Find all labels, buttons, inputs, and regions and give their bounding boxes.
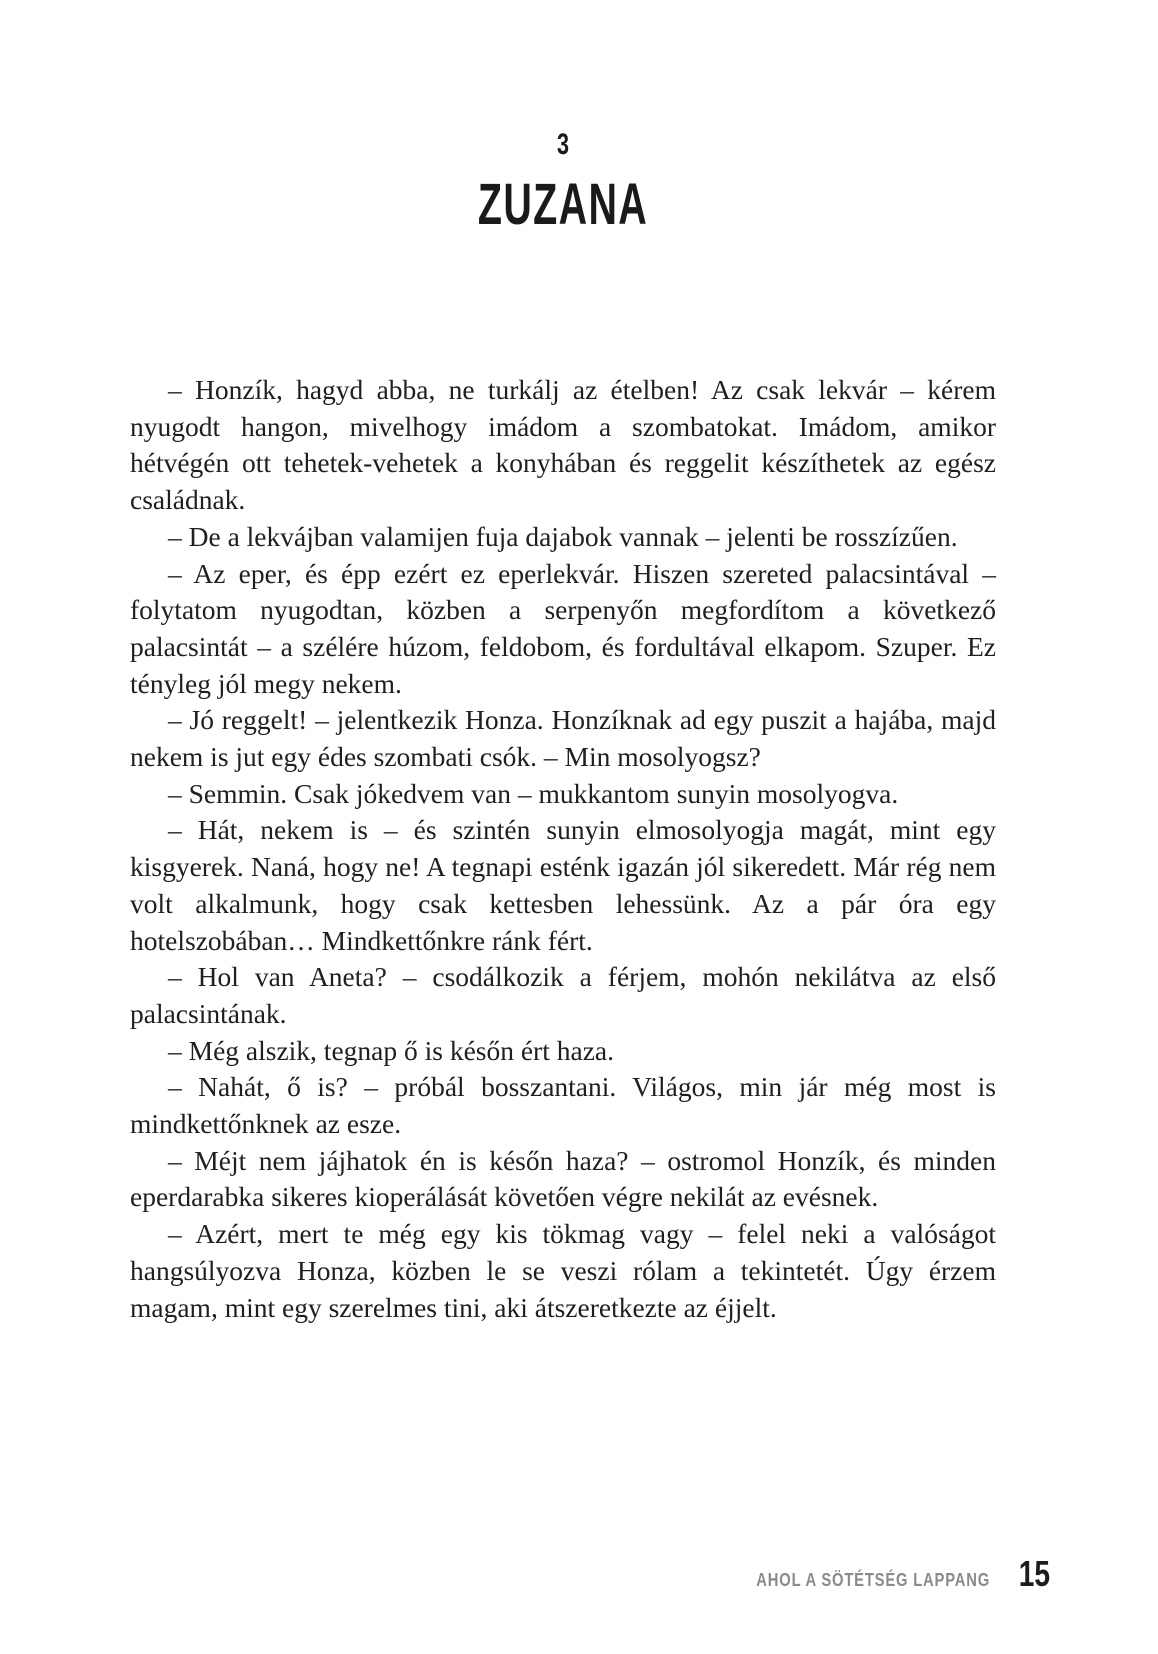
chapter-title: ZUZANA [477,172,649,237]
paragraph: – De a lekvájban valamijen fuja dajabok vannak – jelenti be rosszízűen. [168,520,958,552]
paragraph: – Azért, mert te még egy kis tökmag vagy – felel neki a valóságot hangsúlyozva Honza, közben le se veszi rólam a tekintetét. Úgy érzem magam, mint egy szerelmes tini, aki átszeretkezte az éjjelt. [130,1218,996,1323]
body-text [130,372,996,1326]
paragraph: – Az eper, és épp ezért ez eperlekvár. Hiszen szereted palacsintával – folytatom nyugodtan, közben a serpenyőn megfordítom a következő palacsintát – a szélére húzom, feldobom, és fordultával elkapom. Szuper. Ez tényleg jól megy nekem. [130,557,996,699]
chapter-heading [130,128,996,237]
paragraph: – Semmin. Csak jókedvem van – mukkantom sunyin mosolyogva. [168,777,899,809]
paragraph: – Honzík, hagyd abba, ne turkálj az ételben! Az csak lekvár – kérem nyugodt hangon, mivelhogy imádom a szombatokat. Imádom, amikor hétvégén ott tehetek-vehetek a konyhában és reggelit készíthetek az egész családnak. [130,374,996,516]
chapter-number: 3 [556,128,570,161]
page-number: 15 [1018,1553,1050,1594]
paragraph: – Hát, nekem is – és szintén sunyin elmosolyogja magát, mint egy kisgyerek. Naná, hogy ne! A tegnapi esténk igazán jól sikeredett. Már rég nem volt alkalmunk, hogy csak kettesben lehessünk. Az a pár óra egy hotelszobában… Mindkettőnkre ránk fért. [130,814,996,956]
paragraph: – Hol van Aneta? – csodálkozik a férjem, mohón nekilátva az első palacsintának. [130,961,996,1029]
paragraph: – Méjt nem jájhatok én is későn haza? – ostromol Honzík, és minden eperdarabka sikeres kioperálását követően végre nekilát az evésnek. [130,1144,996,1213]
paragraph: – Nahát, ő is? – próbál bosszantani. Világos, min jár még most is mindkettőnknek az esze. [130,1071,996,1140]
page-footer [705,1553,1050,1594]
paragraph: – Jó reggelt! – jelentkezik Honza. Honzíknak ad egy puszit a hajába, majd nekem is jut egy édes szombati csók. – Min mosolyogsz? [130,704,996,773]
running-title: AHOL A SÖTÉTSÉG LAPPANG [756,1570,990,1590]
paragraph: – Még alszik, tegnap ő is későn ért haza. [168,1034,614,1066]
